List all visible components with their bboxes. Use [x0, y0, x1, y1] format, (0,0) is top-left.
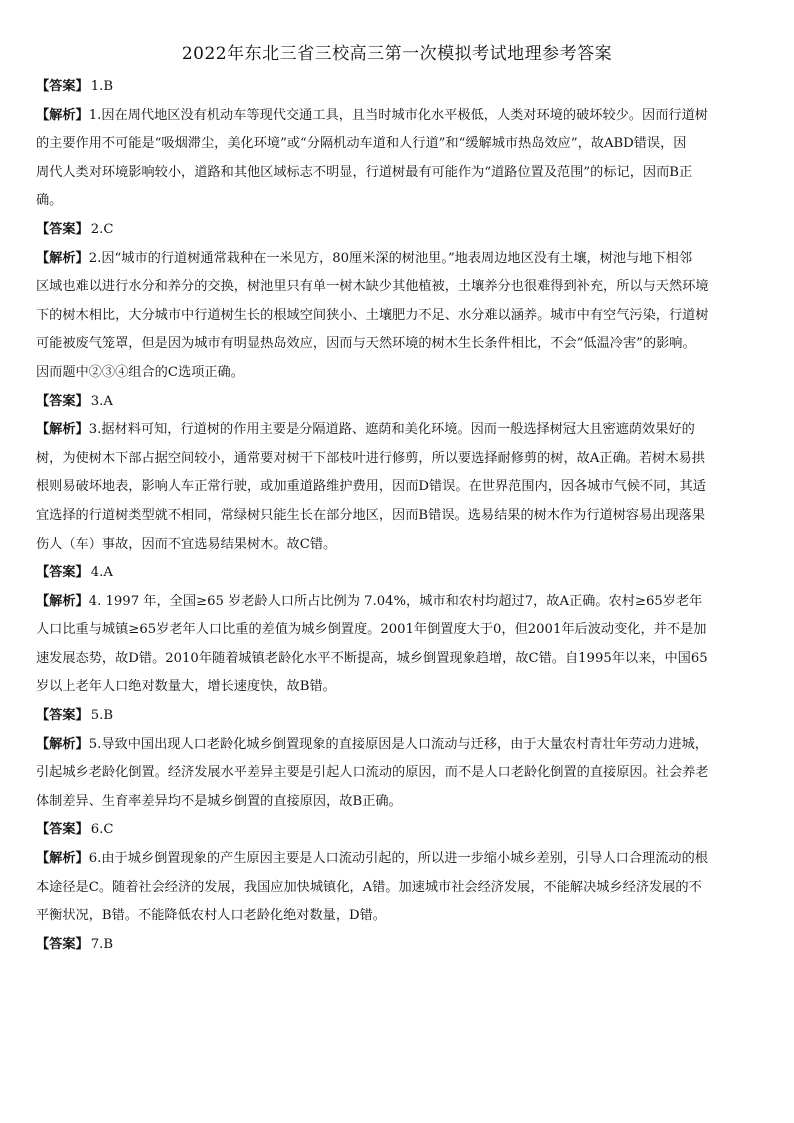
explanation-line — [36, 531, 758, 560]
explanation-text: 速发展态势，故D错。2010年随着城镇老龄化水平不断提高，城乡倒置现象趋增，故C错。自1995年以来，中国65 — [36, 650, 708, 666]
answer-label: 【答案】 — [36, 565, 89, 581]
explanation-text: 人口比重与城镇≥65岁老年人口比重的差值为城乡倒置度。2001年倒置度大于0，但2001年后波动变化，并不是加 — [36, 622, 707, 638]
answer-line — [36, 816, 758, 845]
explanation-line — [36, 759, 758, 788]
answer-line — [36, 73, 758, 102]
explanation-text: 平衡状况，B错。不能降低农村人口老龄化绝对数量，D错。 — [36, 908, 386, 924]
answer-line — [36, 702, 758, 731]
answer-label: 【答案】 — [36, 936, 89, 952]
explanation-line — [36, 273, 758, 302]
explanation-line — [36, 616, 758, 645]
explanation-line — [36, 673, 758, 702]
answer-item — [36, 702, 758, 816]
explanation-text: 体制差异、生育率差异均不是城乡倒置的直接原因，故B正确。 — [36, 793, 402, 809]
explanation-line — [36, 302, 758, 331]
answer-item — [36, 216, 758, 388]
answer-value: 7.B — [90, 936, 114, 952]
explanation-text: 周代人类对环境影响较小，道路和其他区域标志不明显，行道树最有可能作为“道路位置及范围”的标记，因而B正 — [36, 164, 693, 180]
answer-item — [36, 73, 758, 216]
explanation-text: 1.因在周代地区没有机动车等现代交通工具，且当时城市化水平极低，人类对环境的破坏较少。因而行道树 — [88, 107, 708, 123]
explanation-line — [36, 588, 758, 617]
explanation-text: 的主要作用不可能是“吸烟滞尘，美化环境”或“分隔机动车道和人行道”和“缓解城市热岛效应”，故ABD错误，因 — [36, 136, 687, 152]
answer-value: 5.B — [90, 708, 114, 724]
explanation-text: 树，为使树木下部占据空间较小，通常要对树干下部枝叶进行修剪，所以要选择耐修剪的树，故A正确。若树木易拱 — [36, 450, 705, 466]
answer-value: 1.B — [90, 79, 114, 94]
answer-line — [36, 559, 758, 588]
explanation-text: 引起城乡老龄化倒置。经济发展水平差异主要是引起人口流动的原因，而不是人口老龄化倒置的直接原因。社会养老 — [36, 765, 709, 781]
explanation-text: 因而题中②③④组合的C选项正确。 — [36, 364, 244, 380]
explanation-label: 【解析】 — [36, 107, 89, 123]
explanation-text: 2.因“城市的行道树通常栽种在一米见方，80厘米深的树池里。”地表周边地区没有土壤，树池与地下相邻 — [88, 250, 693, 266]
explanation-line — [36, 102, 758, 131]
explanation-line — [36, 645, 758, 674]
answer-label: 【答案】 — [36, 221, 89, 237]
explanation-text: 确。 — [36, 193, 63, 209]
explanation-line — [36, 245, 758, 274]
explanation-text: 区域也难以进行水分和养分的交换，树池里只有单一树木缺少其他植被，土壤养分也很难得到补充，所以与天然环境 — [36, 279, 709, 295]
explanation-text: 下的树木相比，大分城市中行道树生长的根域空间狭小、土壤肥力不足、水分难以涵养。城市中有空气污染，行道树 — [36, 307, 709, 323]
explanation-line — [36, 874, 758, 903]
answer-label: 【答案】 — [36, 822, 89, 838]
answer-item — [36, 559, 758, 702]
answer-line — [36, 216, 758, 245]
explanation-text: 5.导致中国出现人口老龄化城乡倒置现象的直接原因是人口流动与迁移，由于大量农村青壮年劳动力进城， — [88, 736, 708, 752]
document-title: 2022年东北三省三校高三第一次模拟考试地理参考答案 — [181, 44, 613, 64]
explanation-line — [36, 445, 758, 474]
answer-item — [36, 388, 758, 560]
explanation-line — [36, 502, 758, 531]
explanation-label: 【解析】 — [36, 593, 89, 609]
explanation-line — [36, 845, 758, 874]
explanation-text: 根则易破坏地表，影响人车正常行驶，或加重道路维护费用，因而D错误。在世界范围内，因各城市气候不同，其适 — [36, 479, 706, 495]
answer-list — [36, 73, 758, 959]
explanation-line — [36, 788, 758, 817]
answer-line — [36, 931, 758, 960]
explanation-line — [36, 416, 758, 445]
explanation-line — [36, 731, 758, 760]
explanation-text: 4. 1997 年，全国≥65 岁老龄人口所占比例为 7.04%，城市和农村均超过7，故A正确。农村≥65岁老年 — [88, 593, 703, 609]
explanation-text: 本途径是C。随着社会经济的发展，我国应加快城镇化，A错。加速城市社会经济发展，不能解决城乡经济发展的不 — [36, 879, 702, 895]
explanation-label: 【解析】 — [36, 250, 89, 266]
answer-value: 2.C — [90, 221, 114, 237]
explanation-line — [36, 359, 758, 388]
explanation-text: 宜选择的行道树类型就不相同，常绿树只能生长在部分地区，因而B错误。选易结果的树木作为行道树容易出现落果 — [36, 507, 706, 523]
explanation-line — [36, 473, 758, 502]
explanation-text: 可能被废气笼罩，但是因为城市有明显热岛效应，因而与天然环境的树木生长条件相比，不会“低温冷害”的影响。 — [36, 336, 696, 352]
answer-item — [36, 931, 758, 960]
explanation-line — [36, 159, 758, 188]
explanation-text: 伤人（车）事故，因而不宜选易结果树木。故C错。 — [36, 536, 337, 552]
explanation-label: 【解析】 — [36, 851, 89, 867]
explanation-label: 【解析】 — [36, 736, 89, 752]
explanation-text: 3.据材料可知，行道树的作用主要是分隔道路、遮荫和美化环境。因而一般选择树冠大且密遮荫效果好的 — [88, 422, 695, 438]
answer-value: 4.A — [90, 565, 113, 581]
explanation-line — [36, 130, 758, 159]
explanation-label: 【解析】 — [36, 422, 89, 438]
explanation-line — [36, 187, 758, 216]
answer-label: 【答案】 — [36, 708, 89, 724]
explanation-text: 岁以上老年人口绝对数量大，增长速度快，故B错。 — [36, 679, 336, 695]
explanation-line — [36, 330, 758, 359]
answer-label: 【答案】 — [36, 79, 89, 94]
explanation-line — [36, 902, 758, 931]
answer-item — [36, 816, 758, 930]
answer-value: 3.A — [90, 393, 113, 409]
answer-label: 【答案】 — [36, 393, 89, 409]
answer-value: 6.C — [90, 822, 114, 838]
answer-line — [36, 388, 758, 417]
explanation-text: 6.由于城乡倒置现象的产生原因主要是人口流动引起的，所以进一步缩小城乡差别，引导人口合理流动的根 — [88, 851, 708, 867]
